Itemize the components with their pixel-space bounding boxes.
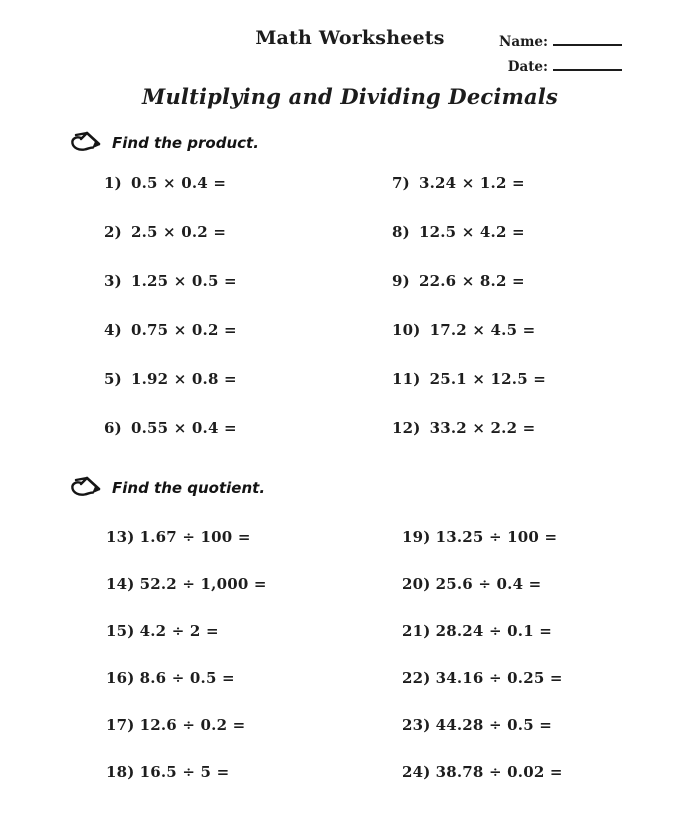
problem-18 xyxy=(106,763,267,781)
problem-number: 1) xyxy=(104,174,122,192)
name-row xyxy=(499,31,622,50)
document-title: Math Worksheets xyxy=(255,27,445,49)
date-row xyxy=(499,56,622,75)
problem-14 xyxy=(106,575,267,593)
problem-22 xyxy=(402,669,563,687)
date-blank-line xyxy=(553,56,622,71)
problem-expression: 38.78 ÷ 0.02 = xyxy=(435,763,563,781)
problem-8 xyxy=(392,223,546,241)
problem-expression: 12.5 × 4.2 = xyxy=(418,223,525,241)
problem-expression: 1.67 ÷ 100 = xyxy=(139,528,251,546)
problem-number: 15) xyxy=(106,622,135,640)
writing-hand-icon xyxy=(68,475,102,500)
date-label: Date: xyxy=(507,59,548,75)
problem-5 xyxy=(104,370,237,388)
name-blank-line xyxy=(553,31,622,46)
writing-hand-icon xyxy=(68,130,102,155)
problem-expression: 8.6 ÷ 0.5 = xyxy=(139,669,235,687)
problem-15 xyxy=(106,622,267,640)
problem-number: 13) xyxy=(106,528,135,546)
problem-expression: 33.2 × 2.2 = xyxy=(429,419,536,437)
problem-expression: 16.5 ÷ 5 = xyxy=(139,763,230,781)
problem-17 xyxy=(106,716,267,734)
problem-expression: 12.6 ÷ 0.2 = xyxy=(139,716,246,734)
problem-number: 18) xyxy=(106,763,135,781)
problem-expression: 44.28 ÷ 0.5 = xyxy=(435,716,553,734)
problem-number: 19) xyxy=(402,528,431,546)
page-title: Multiplying and Dividing Decimals xyxy=(142,84,558,109)
problem-expression: 4.2 ÷ 2 = xyxy=(139,622,219,640)
name-date-block xyxy=(499,31,622,81)
section-instruction: Find the product. xyxy=(112,133,259,152)
problem-expression: 1.92 × 0.8 = xyxy=(130,370,237,388)
problem-number: 12) xyxy=(392,419,421,437)
problem-20 xyxy=(402,575,563,593)
problem-expression: 1.25 × 0.5 = xyxy=(130,272,237,290)
problem-number: 14) xyxy=(106,575,135,593)
problem-expression: 34.16 ÷ 0.25 = xyxy=(435,669,563,687)
problem-number: 9) xyxy=(392,272,410,290)
problem-expression: 17.2 × 4.5 = xyxy=(429,321,536,339)
problem-number: 8) xyxy=(392,223,410,241)
problem-number: 21) xyxy=(402,622,431,640)
problem-expression: 22.6 × 8.2 = xyxy=(418,272,525,290)
problem-16 xyxy=(106,669,267,687)
problem-number: 3) xyxy=(104,272,122,290)
problem-number: 22) xyxy=(402,669,431,687)
product-problems-left-column xyxy=(104,174,237,468)
quotient-problems-right-column xyxy=(402,528,563,810)
problem-number: 11) xyxy=(392,370,421,388)
section-header-quotient xyxy=(68,475,265,500)
problem-13 xyxy=(106,528,267,546)
problem-number: 6) xyxy=(104,419,122,437)
name-label: Name: xyxy=(499,34,548,50)
problem-expression: 25.6 ÷ 0.4 = xyxy=(435,575,542,593)
problem-1 xyxy=(104,174,237,192)
problem-expression: 13.25 ÷ 100 = xyxy=(435,528,558,546)
problem-23 xyxy=(402,716,563,734)
quotient-problems-left-column xyxy=(106,528,267,810)
problem-3 xyxy=(104,272,237,290)
problem-expression: 0.75 × 0.2 = xyxy=(130,321,237,339)
problem-number: 7) xyxy=(392,174,410,192)
problem-4 xyxy=(104,321,237,339)
problem-expression: 3.24 × 1.2 = xyxy=(418,174,525,192)
problem-expression: 0.55 × 0.4 = xyxy=(130,419,237,437)
problem-expression: 52.2 ÷ 1,000 = xyxy=(139,575,267,593)
problem-6 xyxy=(104,419,237,437)
problem-expression: 25.1 × 12.5 = xyxy=(429,370,547,388)
problem-number: 23) xyxy=(402,716,431,734)
problem-2 xyxy=(104,223,237,241)
section-header-product xyxy=(68,130,259,155)
problem-24 xyxy=(402,763,563,781)
section-instruction: Find the quotient. xyxy=(112,478,266,497)
problem-19 xyxy=(402,528,563,546)
problem-21 xyxy=(402,622,563,640)
problem-number: 20) xyxy=(402,575,431,593)
problem-number: 2) xyxy=(104,223,122,241)
problem-9 xyxy=(392,272,546,290)
problem-expression: 2.5 × 0.2 = xyxy=(130,223,227,241)
problem-number: 16) xyxy=(106,669,135,687)
problem-expression: 0.5 × 0.4 = xyxy=(130,174,227,192)
problem-number: 10) xyxy=(392,321,421,339)
problem-number: 17) xyxy=(106,716,135,734)
problem-7 xyxy=(392,174,546,192)
product-problems-right-column xyxy=(392,174,546,468)
problem-12 xyxy=(392,419,546,437)
problem-11 xyxy=(392,370,546,388)
problem-number: 4) xyxy=(104,321,122,339)
problem-number: 24) xyxy=(402,763,431,781)
problem-number: 5) xyxy=(104,370,122,388)
problem-expression: 28.24 ÷ 0.1 = xyxy=(435,622,553,640)
problem-10 xyxy=(392,321,546,339)
